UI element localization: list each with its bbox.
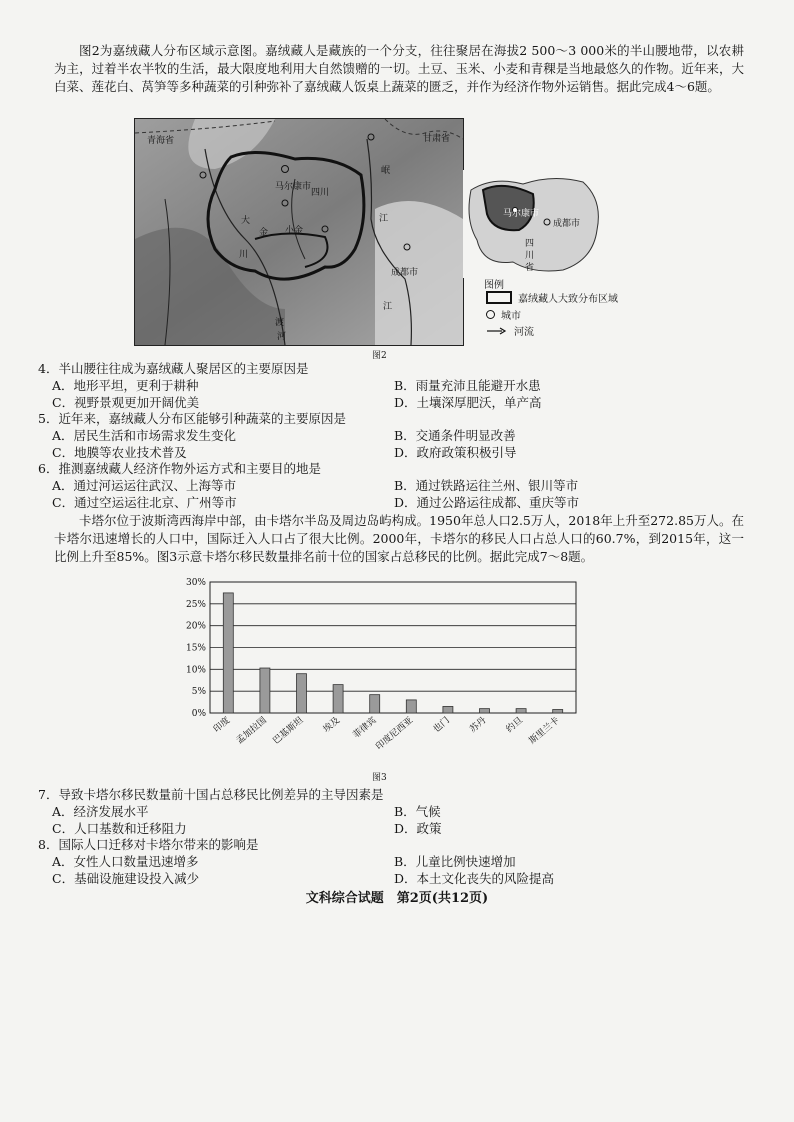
figure3-caption: 图3 [372,773,387,783]
label-he: 河 [277,332,287,342]
q4-stem: 4．半山腰往往成为嘉绒藏人聚居区的主要原因是 [38,361,309,376]
label-min: 岷 [381,166,391,176]
inset-label-maerkang: 马尔康市 [503,209,540,219]
figure2-caption: 图2 [372,351,387,361]
legend-area [486,290,618,305]
x-tick-label: 菲律宾 [351,715,379,741]
q7-option-d[interactable]: D．政策 [394,821,442,836]
legend-area-label: 嘉绒藏人大致分布区域 [518,294,618,305]
q7-stem: 7．导致卡塔尔移民数量前十国占总移民比例差异的主导因素是 [38,787,384,802]
chart-bar [480,709,490,713]
y-tick-label: 25% [185,599,206,610]
legend-city-label: 城市 [501,311,521,322]
y-tick-label: 0% [191,709,206,719]
x-tick-label: 印度尼西亚 [374,715,416,753]
y-tick-label: 10% [185,665,206,676]
label-jiang2: 江 [383,302,393,312]
x-tick-label: 孟加拉国 [234,715,269,747]
q8-option-c[interactable]: C．基础设施建设投入减少 [52,871,200,886]
label-du: 渡 [275,318,285,328]
q6-option-a[interactable]: A．通过河运运往武汉、上海等市 [52,478,237,493]
q5-option-a[interactable]: A．居民生活和市场需求发生变化 [52,428,237,443]
q7-option-c[interactable]: C．人口基数和迁移阻力 [52,821,187,836]
label-maerkang: 马尔康市 [275,182,312,192]
chart-bar [443,706,453,713]
legend-river [486,323,534,338]
label-xiaojin: 小金 [285,226,304,236]
q4-option-c[interactable]: C．视野景观更加开阔优美 [52,395,200,410]
label-chuan: 川 [239,250,249,260]
legend-city-icon [486,310,495,319]
chart-svg [158,572,588,768]
x-tick-label: 印度 [211,715,233,735]
intro-paragraph-1: 图2为嘉绒藏人分布区域示意图。嘉绒藏人是藏族的一个分支，往往聚居在海拔2 500～3 000米的半山腰地带，以农耕为主，过着半农半牧的生活，最大限度地利用大自然馈赠的一切。土豆、玉米、小麦和青稞是当地最悠久的作物。近年来，大白菜、莲花白、莴笋等多种蔬菜的引种弥补了嘉绒藏人饭桌上蔬菜的匮乏，并作为经济作物外运销售。据此完成4～6题。 [54,43,744,94]
chart-bar [516,709,526,713]
sichuan-inset-map [463,170,611,278]
inset-label-chuan: 川 [525,251,535,261]
inset-label-sheng: 省 [525,263,535,273]
q5-option-b[interactable]: B．交通条件明显改善 [394,428,516,443]
legend-area-swatch [486,291,512,304]
legend-river-label: 河流 [514,327,534,338]
q8-option-d[interactable]: D．本土文化丧失的风险提高 [394,871,555,886]
y-tick-label: 30% [185,578,206,588]
q4-option-b[interactable]: B．雨量充沛且能避开水患 [394,378,541,393]
x-tick-label: 埃及 [321,715,343,735]
legend-city [486,307,521,322]
y-tick-label: 5% [191,687,206,698]
q6-option-b[interactable]: B．通过铁路运往兰州、银川等市 [394,478,579,493]
inset-label-si: 四 [525,239,535,249]
label-jiang: 江 [379,214,389,224]
q6-stem: 6．推测嘉绒藏人经济作物外运方式和主要目的地是 [38,461,321,476]
q8-option-a[interactable]: A．女性人口数量迅速增多 [52,854,199,869]
q4-option-d[interactable]: D．土壤深厚肥沃，单产高 [394,395,542,410]
chart-bar [553,710,563,713]
chart-bar [260,668,270,713]
intro-paragraph-2: 卡塔尔位于波斯湾西海岸中部，由卡塔尔半岛及周边岛屿构成。1950年总人口2.5万人，2018年上升至272.85万人。在卡塔尔迅速增长的人口中，国际迁入人口占了很大比例。2000年，卡塔尔的移民人口占总人口的60.7%，到2015年，这一比例上升至85%。图3示意卡塔尔移民数量排名前十位的国家占总移民的比例。据此完成7～8题。 [54,513,744,564]
migration-chart [158,572,588,768]
q6-option-c[interactable]: C．通过空运运往北京、广州等市 [52,495,237,510]
chart-bar [333,685,343,713]
chart-bar [297,674,307,713]
x-tick-label: 苏丹 [468,715,489,735]
chart-bar [370,695,380,713]
q8-option-b[interactable]: B．儿童比例快速增加 [394,854,516,869]
q7-option-a[interactable]: A．经济发展水平 [52,804,149,819]
legend-title: 图例 [484,280,504,291]
page-footer: 文科综合试题 第2页(共12页) [305,891,489,906]
q5-option-c[interactable]: C．地膜等农业技术普及 [52,445,187,460]
legend-river-icon [486,326,508,335]
label-gansu: 甘肃省 [423,134,451,144]
x-tick-label: 斯里兰卡 [527,715,562,747]
q4-option-a[interactable]: A．地形平坦，更利于耕种 [52,378,199,393]
inset-label-chengdu: 成都市 [553,219,581,229]
y-tick-label: 15% [185,643,206,654]
inset-shape [463,170,611,278]
x-tick-label: 也门 [431,715,452,735]
label-qinghai: 青海省 [147,136,175,146]
label-da: 大 [241,216,251,226]
x-tick-label: 约旦 [504,715,526,735]
chart-bar [223,593,233,713]
label-sichuan: 四川 [311,188,330,198]
label-chengdu: 成都市 [391,268,419,278]
q6-option-d[interactable]: D．通过公路运往成都、重庆等市 [394,495,580,510]
chart-bar [406,700,416,713]
distribution-map [134,118,464,346]
q7-option-b[interactable]: B．气候 [394,804,441,819]
y-tick-label: 20% [185,621,206,632]
q5-stem: 5．近年来，嘉绒藏人分布区能够引种蔬菜的主要原因是 [38,411,346,426]
label-jin: 金 [259,228,269,238]
q5-option-d[interactable]: D．政府政策积极引导 [394,445,517,460]
q8-stem: 8．国际人口迁移对卡塔尔带来的影响是 [38,837,259,852]
x-tick-label: 巴基斯坦 [271,715,306,747]
